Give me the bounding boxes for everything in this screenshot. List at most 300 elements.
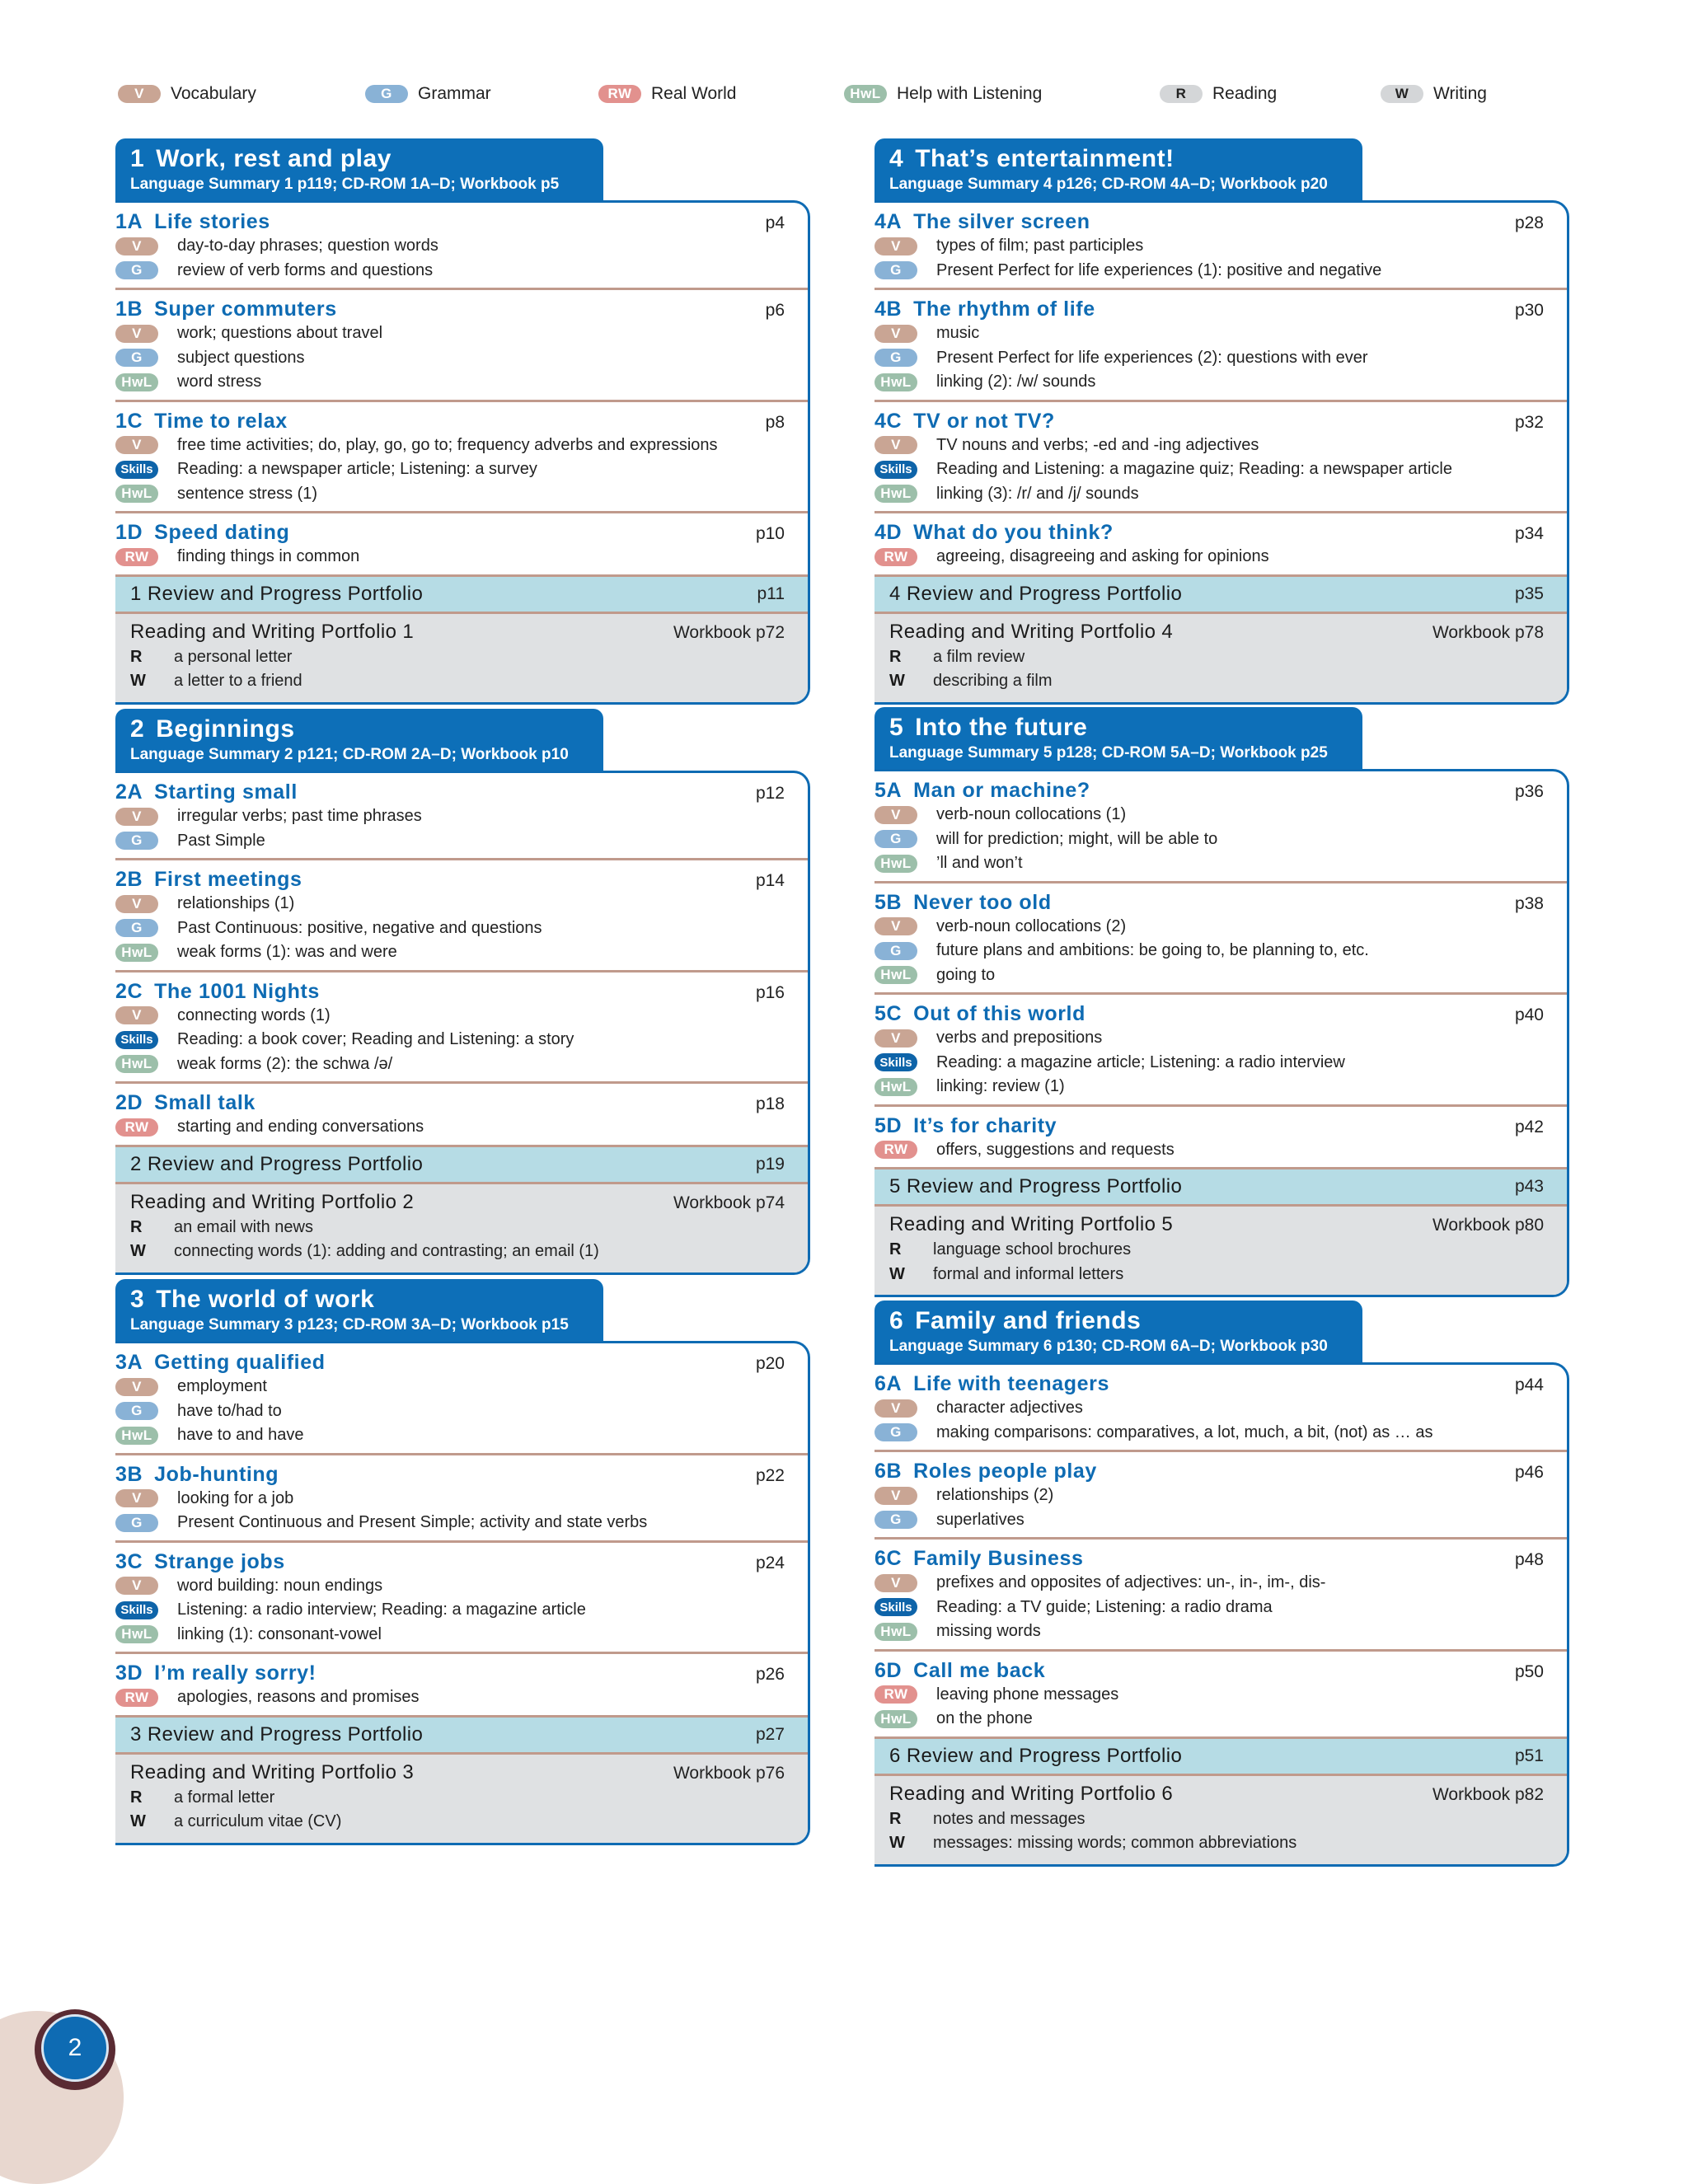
g-badge: G [874, 261, 917, 279]
unit-title [130, 1286, 603, 1315]
review-page: p51 [1514, 1746, 1544, 1765]
lesson-item-text: have to and have [177, 1426, 304, 1445]
lesson-code: 4A [874, 210, 903, 233]
portfolio [874, 1207, 1567, 1295]
lesson-title [115, 868, 302, 892]
lesson-item [115, 940, 785, 965]
lesson-code: 6B [874, 1460, 903, 1483]
lesson-item [874, 915, 1544, 940]
lesson-page: p36 [1514, 782, 1544, 801]
skills-badge: Skills [874, 1598, 917, 1616]
lesson-title-text: Small talk [154, 1091, 256, 1114]
lesson-item [874, 434, 1544, 458]
unit-contents [874, 1362, 1569, 1867]
portfolio-item-label: R [889, 1240, 902, 1259]
lesson-3d [115, 1654, 808, 1718]
portfolio-page: Workbook p76 [673, 1763, 785, 1783]
lesson-page: p50 [1514, 1661, 1544, 1681]
lesson-6a [874, 1365, 1567, 1452]
portfolio-item-text: a curriculum vitae (CV) [174, 1812, 342, 1831]
lesson-6b [874, 1452, 1567, 1540]
review-row [115, 1718, 808, 1755]
review-title: 2 Review and Progress Portfolio [130, 1152, 424, 1175]
portfolio-item [130, 1240, 785, 1264]
lesson-heading [874, 891, 1544, 915]
lesson-title [115, 1463, 279, 1487]
lesson-item-text: character adjectives [936, 1399, 1083, 1418]
lesson-item-text: subject questions [177, 348, 305, 367]
lesson-title-text: Job-hunting [154, 1462, 279, 1486]
lesson-item-text: looking for a job [177, 1488, 294, 1507]
lesson-title [115, 1661, 316, 1685]
lesson-1d [115, 513, 808, 577]
portfolio-item-label: R [889, 647, 902, 666]
lesson-page: p14 [755, 871, 785, 890]
lesson-item-text: Past Simple [177, 831, 265, 850]
lesson-item-text: linking (3): /r/ and /j/ sounds [936, 484, 1139, 503]
v-badge: V [874, 325, 917, 343]
lesson-item [115, 346, 785, 371]
portfolio-heading [889, 1783, 1544, 1806]
lesson-item [874, 1683, 1544, 1708]
lesson-page: p24 [755, 1553, 785, 1572]
portfolio-item-label: W [130, 1812, 146, 1831]
lesson-heading [115, 1091, 785, 1115]
v-badge: V [874, 1029, 917, 1047]
lesson-title [874, 298, 1095, 321]
lesson-item [115, 1598, 785, 1623]
lesson-code: 6A [874, 1372, 903, 1395]
lesson-item [874, 827, 1544, 852]
unit-title-text: That’s entertainment! [915, 145, 1175, 172]
portfolio-item-text: messages: missing words; common abbreviations [933, 1834, 1297, 1853]
lesson-item [874, 1483, 1544, 1508]
portfolio-item-text: a letter to a friend [174, 672, 302, 691]
lesson-2d [115, 1084, 808, 1147]
g-badge: G [874, 830, 917, 848]
portfolio-item-label: W [130, 672, 146, 691]
lesson-item-text: verbs and prepositions [936, 1029, 1103, 1047]
reading-badge: R [1160, 85, 1203, 103]
lesson-item [874, 1508, 1544, 1533]
lesson-title [874, 410, 1055, 434]
lesson-item [874, 1619, 1544, 1644]
lesson-page: p42 [1514, 1117, 1544, 1137]
lesson-page: p22 [755, 1465, 785, 1485]
portfolio-heading [130, 1191, 785, 1214]
unit-header [874, 707, 1362, 772]
g-badge: G [874, 349, 917, 367]
lesson-title [115, 1351, 326, 1375]
portfolio-item-label: W [889, 672, 905, 691]
unit-header [115, 1279, 603, 1344]
v-badge: V [874, 917, 917, 935]
hwl-badge: HwL [874, 855, 917, 873]
lesson-item-text: finding things in common [177, 547, 360, 566]
review-row [874, 1169, 1567, 1207]
lesson-page: p48 [1514, 1550, 1544, 1569]
rw-badge: RW [874, 1141, 917, 1159]
lesson-item-text: word stress [177, 373, 262, 391]
portfolio-item-text: connecting words (1): adding and contrasting; an email (1) [174, 1242, 599, 1261]
portfolio-item-label: W [889, 1834, 905, 1853]
lesson-heading [115, 868, 785, 892]
rw-badge: RW [115, 1689, 158, 1707]
lesson-page: p20 [755, 1354, 785, 1373]
portfolio-title: Reading and Writing Portfolio 1 [130, 620, 415, 643]
lesson-page: p4 [765, 213, 785, 232]
lesson-title [874, 891, 1052, 915]
lesson-item [115, 1004, 785, 1029]
unit-title-text: Beginnings [156, 715, 295, 743]
lesson-item [115, 1487, 785, 1511]
unit-subtitle: Language Summary 5 p128; CD-ROM 5A–D; Workbook p25 [889, 743, 1328, 762]
lesson-item [115, 829, 785, 854]
lesson-title [874, 1460, 1097, 1483]
lesson-page: p46 [1514, 1463, 1544, 1482]
skills-badge: Skills [115, 1031, 158, 1049]
v-badge: V [115, 895, 158, 913]
lesson-title [874, 1372, 1109, 1396]
lesson-page: p18 [755, 1094, 785, 1113]
lesson-title [115, 210, 270, 234]
legend-label: Real World [651, 84, 737, 103]
lesson-code: 3D [115, 1661, 143, 1685]
lesson-title-text: Time to relax [154, 409, 288, 433]
lesson-code: 2D [115, 1091, 143, 1114]
lesson-3b [115, 1455, 808, 1543]
lesson-item-text: work; questions about travel [177, 324, 383, 343]
portfolio-item-label: R [889, 1809, 902, 1828]
portfolio-item [889, 1831, 1544, 1856]
review-title: 4 Review and Progress Portfolio [889, 582, 1183, 605]
lesson-code: 4C [874, 409, 903, 433]
lesson-item [874, 1596, 1544, 1620]
lesson-item [874, 963, 1544, 988]
portfolio-item [889, 645, 1544, 670]
lesson-code: 5C [874, 1002, 903, 1025]
lesson-item-text: offers, suggestions and requests [936, 1140, 1175, 1159]
lesson-item [115, 1399, 785, 1424]
lesson-title [874, 1114, 1057, 1138]
v-badge: V [874, 1487, 917, 1505]
lesson-item [874, 1421, 1544, 1446]
lesson-heading [115, 1351, 785, 1375]
lesson-item [874, 1571, 1544, 1596]
lesson-item [115, 1375, 785, 1399]
portfolio-item [130, 669, 785, 694]
lesson-item-text: sentence stress (1) [177, 484, 318, 503]
portfolio-item-text: describing a film [933, 672, 1053, 691]
lesson-heading [115, 521, 785, 545]
lesson-item-text: missing words [936, 1622, 1041, 1641]
lesson-item [115, 259, 785, 284]
portfolio-item [130, 1786, 785, 1811]
lesson-item [115, 1028, 785, 1052]
lesson-item-text: superlatives [936, 1510, 1025, 1529]
portfolio-heading [889, 621, 1544, 644]
lesson-item [874, 1396, 1544, 1421]
lesson-6c [874, 1540, 1567, 1652]
lesson-code: 4D [874, 521, 903, 544]
portfolio-item [130, 1810, 785, 1835]
lesson-item [874, 1138, 1544, 1163]
lesson-item [874, 1075, 1544, 1099]
lesson-title-text: Call me back [913, 1658, 1046, 1682]
lesson-item [874, 482, 1544, 507]
unit-header [874, 138, 1362, 204]
lesson-page: p26 [755, 1665, 785, 1684]
g-badge: G [874, 1423, 917, 1441]
lesson-item-text: Present Continuous and Present Simple; activity and state verbs [177, 1513, 648, 1532]
portfolio-title: Reading and Writing Portfolio 3 [130, 1760, 415, 1783]
portfolio-page: Workbook p80 [1432, 1216, 1544, 1235]
skills-badge: Skills [874, 1053, 917, 1071]
lesson-heading [115, 1661, 785, 1685]
review-page: p19 [755, 1154, 785, 1174]
v-badge: V [115, 1378, 158, 1396]
legend-writing [1381, 84, 1487, 104]
lesson-heading [115, 298, 785, 321]
hwl-badge: HwL [874, 373, 917, 391]
portfolio-item [889, 1263, 1544, 1287]
lesson-item [874, 346, 1544, 371]
unit-subtitle: Language Summary 2 p121; CD-ROM 2A–D; Workbook p10 [130, 745, 569, 763]
hwl-badge: HwL [115, 944, 158, 962]
portfolio [874, 614, 1567, 702]
portfolio-item-text: language school brochures [933, 1240, 1132, 1259]
lesson-title-text: Speed dating [154, 521, 290, 544]
lesson-item [115, 892, 785, 916]
lesson-page: p28 [1514, 213, 1544, 232]
unit-6 [874, 1301, 1571, 1867]
unit-subtitle: Language Summary 4 p126; CD-ROM 4A–D; Workbook p20 [889, 175, 1328, 193]
legend-reading [1160, 84, 1277, 104]
lesson-item [874, 939, 1544, 963]
v-badge: V [115, 808, 158, 826]
lesson-item-text: making comparisons: comparatives, a lot, much, a bit, (not) as … as [936, 1422, 1433, 1441]
lesson-title-text: Super commuters [154, 298, 337, 321]
real-world-badge: RW [598, 85, 641, 103]
lesson-item [874, 321, 1544, 346]
v-badge: V [115, 325, 158, 343]
lesson-title [115, 980, 320, 1004]
lesson-page: p32 [1514, 412, 1544, 432]
unit-subtitle: Language Summary 3 p123; CD-ROM 3A–D; Workbook p15 [130, 1315, 569, 1333]
lesson-code: 1C [115, 409, 143, 433]
lesson-item [115, 1052, 785, 1077]
lesson-item [874, 545, 1544, 569]
portfolio-item [889, 669, 1544, 694]
unit-contents [115, 200, 810, 705]
review-title: 3 Review and Progress Portfolio [130, 1722, 424, 1746]
lesson-item [115, 916, 785, 941]
lesson-code: 4B [874, 298, 903, 321]
unit-contents [115, 1341, 810, 1845]
legend-label: Writing [1433, 84, 1487, 103]
lesson-item-text: will for prediction; might, will be able to [936, 829, 1218, 848]
lesson-page: p30 [1514, 301, 1544, 320]
legend-grammar [365, 84, 491, 104]
lesson-item-text: Past Continuous: positive, negative and questions [177, 918, 542, 937]
lesson-5b [874, 883, 1567, 996]
lesson-item-text: employment [177, 1377, 267, 1396]
v-badge: V [874, 806, 917, 824]
lesson-item-text: Present Perfect for life experiences (2): questions with ever [936, 348, 1368, 367]
lesson-heading [874, 779, 1544, 803]
lesson-heading [874, 1460, 1544, 1483]
portfolio-item-label: R [130, 647, 143, 666]
lesson-item-text: linking (1): consonant-vowel [177, 1624, 382, 1643]
lesson-6d [874, 1652, 1567, 1739]
legend-label: Grammar [418, 84, 491, 103]
v-badge: V [115, 1006, 158, 1024]
lesson-item-text: linking: review (1) [936, 1077, 1065, 1096]
lesson-1b [115, 290, 808, 402]
lesson-item-text: irregular verbs; past time phrases [177, 807, 422, 826]
lesson-item [115, 1623, 785, 1647]
rw-badge: RW [874, 548, 917, 566]
unit-header [115, 138, 603, 204]
lesson-5c [874, 995, 1567, 1107]
lesson-title-text: TV or not TV? [913, 409, 1055, 433]
lesson-item [874, 851, 1544, 876]
lesson-4c [874, 402, 1567, 514]
lesson-title [874, 210, 1090, 234]
lesson-code: 3C [115, 1549, 143, 1573]
lesson-title-text: What do you think? [913, 521, 1114, 544]
hwl-badge: HwL [874, 485, 917, 503]
lesson-item-text: have to/had to [177, 1401, 282, 1420]
lesson-item-text: TV nouns and verbs; -ed and -ing adjectives [936, 435, 1259, 454]
legend-help-with-listening [844, 84, 1042, 104]
lesson-heading [874, 298, 1544, 321]
portfolio-item-text: formal and informal letters [933, 1264, 1124, 1283]
unit-4 [874, 138, 1571, 705]
legend-label: Vocabulary [171, 84, 256, 103]
portfolio [115, 1184, 808, 1272]
lesson-code: 6D [874, 1658, 903, 1682]
lesson-code: 3A [115, 1351, 143, 1374]
portfolio-heading [889, 1213, 1544, 1236]
lesson-page: p10 [755, 524, 785, 543]
lesson-item-text: linking (2): /w/ sounds [936, 373, 1096, 391]
v-badge: V [115, 1489, 158, 1507]
lesson-4d [874, 513, 1567, 577]
lesson-item [115, 545, 785, 569]
lesson-item-text: going to [936, 965, 996, 984]
v-badge: V [874, 1399, 917, 1418]
lesson-title-text: First meetings [154, 868, 302, 891]
unit-number: 5 [889, 714, 904, 741]
portfolio-item-label: R [130, 1788, 143, 1807]
lesson-heading [874, 521, 1544, 545]
portfolio-item-text: an email with news [174, 1217, 313, 1236]
lesson-code: 2C [115, 979, 143, 1003]
review-row [115, 1147, 808, 1184]
lesson-item [874, 259, 1544, 284]
review-page: p27 [755, 1724, 785, 1744]
lesson-3a [115, 1343, 808, 1455]
lesson-heading [874, 410, 1544, 434]
v-badge: V [874, 1574, 917, 1592]
lesson-item-text: Present Perfect for life experiences (1): positive and negative [936, 260, 1382, 279]
lesson-item-text: starting and ending conversations [177, 1118, 424, 1137]
unit-title [130, 715, 603, 744]
lesson-code: 3B [115, 1462, 143, 1486]
lesson-title-text: Family Business [913, 1547, 1084, 1570]
lesson-title-text: Life stories [154, 210, 270, 233]
unit-title-text: The world of work [156, 1286, 375, 1313]
portfolio-heading [130, 1761, 785, 1784]
lesson-code: 5D [874, 1113, 903, 1137]
lesson-page: p40 [1514, 1005, 1544, 1024]
lesson-title-text: The rhythm of life [913, 298, 1095, 321]
lesson-heading [874, 1547, 1544, 1571]
portfolio-page: Workbook p78 [1432, 622, 1544, 642]
lesson-page: p38 [1514, 893, 1544, 913]
rw-badge: RW [115, 1118, 158, 1137]
unit-title [889, 145, 1362, 174]
unit-title-text: Family and friends [915, 1307, 1142, 1334]
lesson-item-text: verb-noun collocations (1) [936, 805, 1127, 824]
unit-title-text: Into the future [915, 714, 1088, 741]
lesson-title-text: Starting small [154, 780, 298, 804]
lesson-title [874, 779, 1090, 803]
legend-real-world [598, 84, 736, 104]
skills-badge: Skills [874, 461, 917, 479]
unit-title [889, 1307, 1362, 1336]
lesson-page: p8 [765, 412, 785, 432]
lesson-item-text: connecting words (1) [177, 1005, 331, 1024]
lesson-item [874, 457, 1544, 482]
unit-1 [115, 138, 812, 705]
lesson-item [115, 457, 785, 482]
v-badge: V [115, 1577, 158, 1595]
unit-2 [115, 709, 812, 1275]
hwl-badge: HwL [874, 1623, 917, 1641]
lesson-item [115, 1423, 785, 1448]
lesson-item [115, 1511, 785, 1535]
lesson-item-text: day-to-day phrases; question words [177, 237, 438, 255]
lesson-item-text: on the phone [936, 1709, 1033, 1728]
portfolio-item-text: a personal letter [174, 647, 293, 666]
lesson-4b [874, 290, 1567, 402]
portfolio-title: Reading and Writing Portfolio 4 [889, 620, 1174, 643]
lesson-code: 2A [115, 780, 143, 804]
lesson-item-text: weak forms (2): the schwa /ə/ [177, 1054, 393, 1073]
lesson-item [115, 804, 785, 829]
unit-5 [874, 707, 1571, 1297]
lesson-item [115, 1685, 785, 1710]
review-row [115, 577, 808, 614]
review-page: p35 [1514, 583, 1544, 603]
lesson-title-text: I’m really sorry! [154, 1661, 316, 1685]
v-badge: V [874, 436, 917, 454]
lesson-title [115, 1091, 256, 1115]
unit-header [874, 1301, 1362, 1366]
skills-badge: Skills [115, 461, 158, 479]
legend-label: Reading [1212, 84, 1278, 103]
unit-contents [115, 771, 810, 1275]
review-row [874, 577, 1567, 614]
portfolio-item-label: R [130, 1217, 143, 1236]
lesson-heading [874, 1659, 1544, 1683]
lesson-2b [115, 860, 808, 972]
review-page: p11 [757, 583, 785, 603]
lesson-title [115, 410, 288, 434]
lesson-1c [115, 402, 808, 514]
